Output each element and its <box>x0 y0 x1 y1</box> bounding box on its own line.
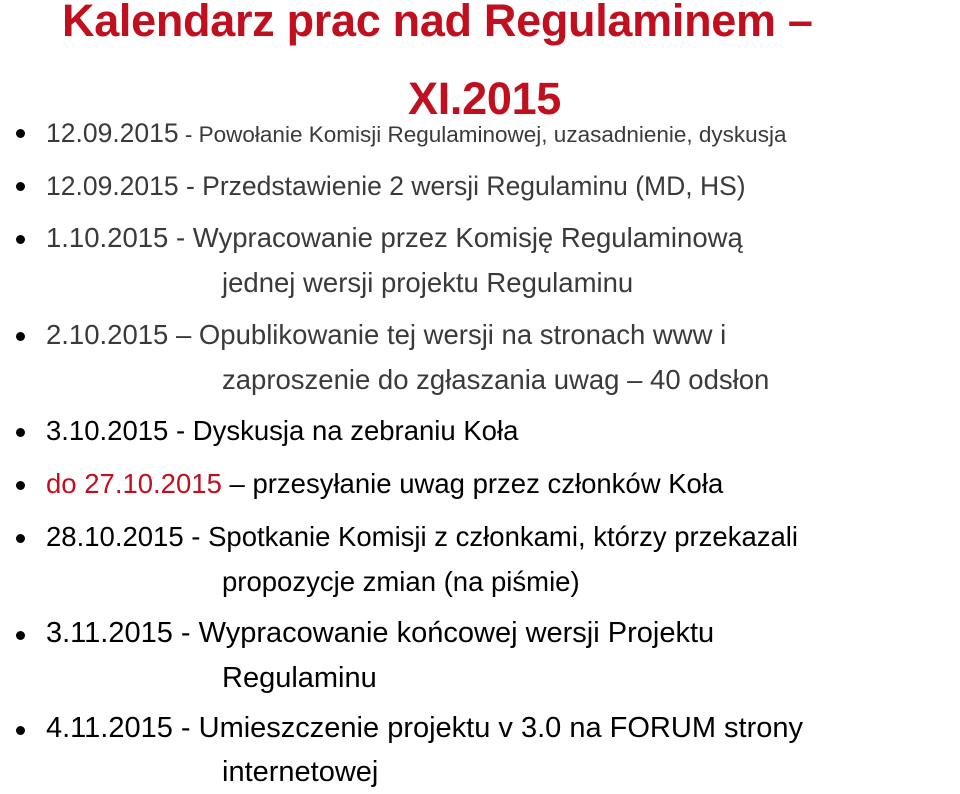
item-text: 3.10.2015 - Dyskusja na zebraniu Koła <box>46 415 519 446</box>
bullet-icon <box>16 726 25 735</box>
item-description: Powołanie Komisji Regulaminowej, uzasadnienie, dyskusja <box>198 122 787 147</box>
item-text-line-2: propozycje zmian (na piśmie) <box>222 566 580 597</box>
item-text-line-2: jednej wersji projektu Regulaminu <box>222 267 634 298</box>
item-text <box>46 462 723 506</box>
bullet-icon <box>16 534 25 543</box>
item-text <box>46 111 786 157</box>
item-text-line-1: 2.10.2015 – Opublikowanie tej wersji na stronach www i <box>46 319 727 350</box>
title-line-2: XI.2015 <box>408 73 562 124</box>
item-separator: - <box>178 122 199 147</box>
bullet-icon <box>16 235 25 244</box>
bullet-icon <box>16 129 25 138</box>
item-text-line-1: 4.11.2015 - Umieszczenie projektu v 3.0 na FORUM strony <box>46 712 804 744</box>
bullet-icon <box>16 631 25 640</box>
bullet-icon <box>16 182 25 191</box>
item-date: 12.09.2015 <box>46 118 179 148</box>
item-text-line-1: 28.10.2015 - Spotkanie Komisji z członkami, którzy przekazali <box>46 521 799 552</box>
bullet-icon <box>16 428 25 437</box>
item-text-line-2: zaproszenie do zgłaszania uwag – 40 odsłon <box>222 364 770 395</box>
item-description: – przesyłanie uwag przez członków Koła <box>221 468 724 499</box>
bullet-icon <box>16 481 25 490</box>
item-text-line-1: 1.10.2015 - Wypracowanie przez Komisję Regulaminową <box>46 222 743 253</box>
item-text: 12.09.2015 - Przedstawienie 2 wersji Regulaminu (MD, HS) <box>46 171 746 201</box>
item-text-line-2: Regulaminu <box>222 662 377 694</box>
item-date-highlight: do 27.10.2015 <box>46 468 222 499</box>
item-text-line-2: internetowej <box>222 756 379 788</box>
bullet-icon <box>16 332 25 341</box>
title-line-1: Kalendarz prac nad Regulaminem – <box>62 0 813 46</box>
item-text-line-1: 3.11.2015 - Wypracowanie końcowej wersji Projektu <box>46 617 715 649</box>
